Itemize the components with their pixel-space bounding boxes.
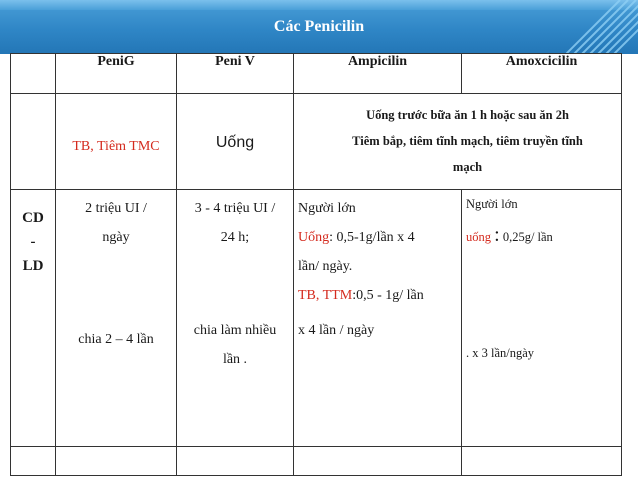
header-banner	[0, 0, 638, 54]
dose-label-cell	[11, 190, 56, 447]
dose-amox-line1: Người lớn	[466, 197, 518, 211]
dose-label-ld: LD	[22, 258, 44, 274]
dose-amox-line2	[466, 224, 621, 248]
empty-cell-3	[177, 447, 294, 476]
dose-amox-colon: :	[494, 224, 500, 246]
dose-ampi-cell	[294, 190, 462, 447]
route-penig-cell	[56, 94, 177, 190]
dose-peniv-line3: chia làm nhiều	[193, 323, 277, 338]
route-shared-line2: Tiêm bắp, tiêm tĩnh mạch, tiêm truyền tĩnh	[352, 134, 583, 148]
empty-cell-2	[56, 447, 177, 476]
dose-amox-oral-label: uống	[466, 230, 491, 244]
dose-ampi-line2	[298, 223, 461, 252]
route-label-cell	[11, 94, 56, 190]
dose-peniv-line2: 24 h;	[220, 230, 250, 245]
dose-penig-line2: ngày	[102, 230, 130, 245]
dose-amox-oral-dose: 0,25g/ lần	[502, 230, 553, 244]
header-peniv: Peni V	[177, 54, 294, 94]
dose-amox-line3: . x 3 lần/ngày	[466, 346, 535, 360]
header-penig: PeniG	[56, 54, 177, 94]
dose-penig-line1: 2 triệu UI /	[85, 201, 147, 216]
route-shared-line3: mạch	[452, 160, 483, 174]
table-row-route	[11, 94, 622, 190]
route-peniv-text: Uống	[215, 134, 255, 151]
route-penig-text: TB, Tiêm TMC	[72, 139, 160, 154]
dose-ampi-line1: Người lớn	[298, 201, 356, 216]
dose-ampi-line4	[298, 281, 461, 310]
dose-ampi-oral-label: Uống	[298, 230, 330, 245]
banner-highlight	[0, 0, 638, 10]
table-header-row	[11, 54, 622, 94]
dose-peniv-line1: 3 - 4 triệu UI /	[194, 201, 276, 216]
dose-ampi-inj-label: TB, TTM	[298, 288, 353, 303]
header-amoxcicilin: Amoxcicilin	[462, 54, 622, 94]
slide-title: Các Penicilin	[273, 18, 365, 35]
dose-ampi-oral-dose: : 0,5-1g/lần x 4	[329, 230, 415, 245]
dose-penig-cell	[56, 190, 177, 447]
dose-penig-line3: chia 2 – 4 lần	[78, 332, 154, 347]
table-row-empty	[11, 447, 622, 476]
empty-cell-1	[11, 447, 56, 476]
dose-ampi-line3: lần/ ngày.	[298, 259, 353, 274]
header-ampicilin: Ampicilin	[294, 54, 462, 94]
dose-label-dash: -	[30, 234, 36, 250]
dose-peniv-cell	[177, 190, 294, 447]
header-cell-empty	[11, 54, 56, 94]
dose-ampi-inj-dose: :0,5 - 1g/ lần	[352, 288, 424, 303]
penicillin-table	[10, 53, 622, 476]
route-peniv-cell	[177, 94, 294, 190]
empty-cell-5	[462, 447, 622, 476]
dose-peniv-line4: lần .	[222, 352, 248, 367]
dose-ampi-line5: x 4 lần / ngày	[298, 323, 375, 338]
dose-label-cd: CD	[22, 210, 44, 226]
route-shared-line1: Uống trước bữa ăn 1 h hoặc sau ăn 2h	[366, 108, 569, 122]
empty-cell-4	[294, 447, 462, 476]
table-row-dose	[11, 190, 622, 447]
route-ampi-amox-cell	[294, 94, 622, 190]
dose-amox-cell	[462, 190, 622, 447]
